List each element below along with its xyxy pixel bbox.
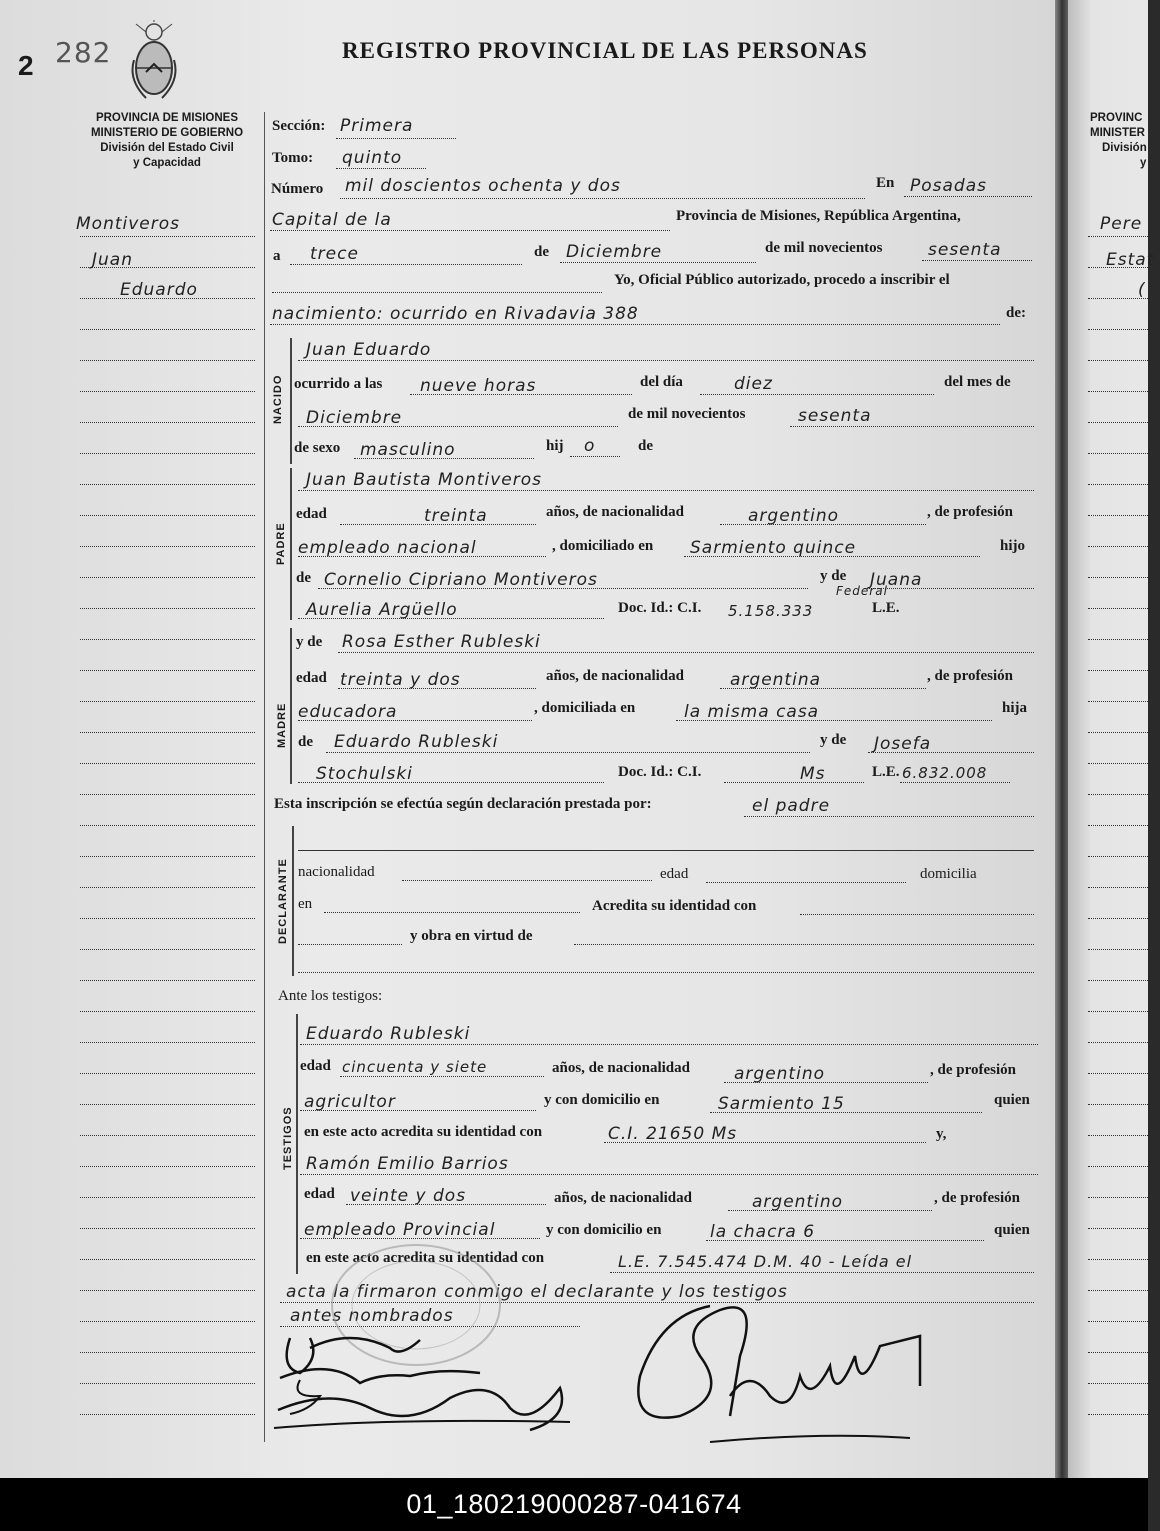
padre-nac-label: años, de nacionalidad [546, 504, 684, 520]
t1-nombre: Eduardo Rubleski [306, 1024, 471, 1044]
a-label: a [273, 248, 281, 264]
t1-dom-label: y con domicilio en [544, 1092, 660, 1108]
margin-middle-name: Eduardo [120, 280, 198, 300]
dia-value: trece [310, 244, 359, 264]
next-page-rule-line [1088, 980, 1148, 981]
testigos-ante-label: Ante los testigos: [278, 988, 383, 1004]
testigos-section-label: TESTIGOS [282, 1106, 294, 1170]
hij-line [570, 456, 620, 457]
t2-prof: empleado Provincial [304, 1220, 496, 1240]
margin-rule-line [80, 1414, 255, 1415]
margin-rule-line [80, 391, 255, 392]
madre-dom-label: , domiciliada en [534, 700, 636, 716]
en-label: En [876, 175, 895, 191]
declarante-section-label: DECLARANTE [277, 858, 289, 944]
madre-nac-label: años, de nacionalidad [546, 668, 684, 684]
padre-federal: Federal [836, 584, 888, 598]
anio-value: sesenta [928, 240, 1002, 260]
margin-rule-line [80, 546, 255, 547]
margin-rule-line [80, 701, 255, 702]
padre-y-de-label: y de [820, 568, 847, 584]
issuing-org [72, 111, 262, 171]
tomo-value: quinto [342, 148, 403, 168]
next-page-rule-line [1088, 1011, 1148, 1012]
padre-profesion: empleado nacional [298, 538, 477, 558]
de-label: de [534, 244, 549, 260]
nacido-section-label: NACIDO [272, 374, 284, 424]
declarante-edad-label: edad [660, 866, 689, 882]
madre-nombre: Rosa Esther Rubleski [342, 632, 541, 652]
next-page-rule-line [1088, 515, 1148, 516]
seccion-value: Primera [340, 116, 414, 136]
next-page-rule-line [1088, 484, 1148, 485]
margin-rule-line [80, 1104, 255, 1105]
padre-edad-label: edad [296, 506, 327, 522]
t2-dom-line [706, 1240, 984, 1241]
margin-rule-line [80, 949, 255, 950]
next-page-rule-line [1088, 670, 1148, 671]
t2-prof-label: , de profesión [934, 1190, 1020, 1206]
witness-signatures [270, 1318, 590, 1453]
mes-nac-value: Diciembre [306, 408, 403, 428]
t2-quien-label: quien [994, 1222, 1030, 1238]
madre-ci: Ms [800, 764, 826, 784]
seccion-label: Sección: [272, 118, 326, 134]
margin-rule-line [80, 515, 255, 516]
next-page-rule-line [1088, 1321, 1148, 1322]
dia-nac-value: diez [734, 374, 773, 394]
org-line: División [1102, 142, 1147, 154]
hij-suffix: o [584, 436, 596, 456]
document-id-footer: 01_180219000287-041674 [0, 1478, 1148, 1531]
madre-y-de2-label: y de [820, 732, 847, 748]
t2-edad-line [346, 1204, 546, 1205]
del-mes-label: del mes de [944, 374, 1011, 390]
madre-y-de-label: y de [296, 634, 323, 650]
t1-edad-label: edad [300, 1058, 331, 1074]
margin-rule-line [80, 1042, 255, 1043]
margin-rule-line [80, 825, 255, 826]
margin-given-name: Juan [92, 250, 133, 270]
t2-nac: argentino [752, 1192, 843, 1212]
margin-rule-line [80, 794, 255, 795]
padre-prof-label: , de profesión [927, 504, 1013, 520]
t2-nac-line [728, 1210, 932, 1211]
t1-y-label: y, [936, 1126, 947, 1142]
t2-acredita-label: en este acto acredita su identidad con [306, 1250, 545, 1266]
next-page-rule-line [1088, 1197, 1148, 1198]
madre-le-line [900, 782, 1010, 783]
next-page-rule-line [1088, 1073, 1148, 1074]
t2-edad-label: edad [304, 1186, 335, 1202]
declarante-dom-label: domicilia [920, 866, 977, 882]
org-line: y Capacidad [133, 157, 201, 169]
padre-nacionalidad: argentino [748, 506, 839, 526]
t2-dom: la chacra 6 [710, 1222, 816, 1242]
madre-edad-label: edad [296, 670, 327, 686]
capital-value: Capital de la [272, 210, 392, 230]
padre-madre2-line [298, 618, 604, 619]
padre-bracket [290, 468, 292, 620]
declarante-en-line [324, 912, 580, 913]
de-colon-label: de: [1006, 305, 1026, 321]
t1-prof-line [300, 1110, 536, 1111]
tomo-label: Tomo: [272, 150, 314, 166]
next-page-rule-line [1088, 608, 1148, 609]
next-page-rule-line [1088, 1104, 1148, 1105]
org-line: MINISTERIO DE GOBIERNO [90, 127, 244, 139]
margin-rule-line [80, 267, 255, 268]
padre-madre-de: Juana [870, 570, 923, 590]
t1-id-line [604, 1142, 926, 1143]
margin-rule-line [80, 298, 255, 299]
next-page-rule-line [1088, 391, 1148, 392]
next-page-rule-line [1088, 1352, 1148, 1353]
cierre-line-2: antes nombrados [290, 1306, 454, 1326]
declarante-acredita-line [800, 914, 1034, 915]
org-line: MINISTER [1090, 127, 1145, 139]
page-number-handwritten: 282 [55, 36, 112, 69]
next-page-rule-line [1088, 453, 1148, 454]
declaracion-label: Esta inscripción se efectúa según declaración prestada por: [274, 796, 652, 812]
anio-line [922, 260, 1032, 261]
declarante-obra-pre-line [298, 944, 402, 945]
t1-nombre-line [300, 1044, 1038, 1045]
t2-nac-label: años, de nacionalidad [554, 1190, 692, 1206]
t1-edad-line [340, 1076, 544, 1077]
margin-rule-line [80, 670, 255, 671]
dia-line [290, 264, 522, 265]
madre-padre-line [326, 752, 810, 753]
dia-nac-line [700, 394, 934, 395]
margin-rule-line [80, 484, 255, 485]
padre-padre-line [318, 588, 808, 589]
margin-rule-line [80, 360, 255, 361]
declaracion-value: el padre [752, 796, 831, 816]
t2-id-line [610, 1272, 1034, 1273]
madre-de-label: de [298, 734, 313, 750]
next-page-rule-line [1088, 639, 1148, 640]
padre-prof-line [298, 556, 546, 557]
org-line: PROVINCIA DE MISIONES [95, 112, 239, 124]
mes-nac-line [298, 426, 618, 427]
margin-rule-line [80, 422, 255, 423]
margin-rule-line [80, 329, 255, 330]
madre-section-label: MADRE [276, 702, 288, 748]
org-line: División del Estado Civil [100, 142, 234, 154]
next-page-rule-line [1088, 1414, 1148, 1415]
page-number-stamp: 2 [18, 50, 34, 81]
madre-edad: treinta y dos [340, 670, 461, 690]
madre-nacionalidad: argentina [730, 670, 822, 690]
margin-rule-line [80, 918, 255, 919]
declaracion-line [744, 816, 1034, 817]
next-page-rule-line [1088, 298, 1148, 299]
padre-nombre-line [298, 490, 1034, 491]
next-page-margin-2: Estat [1106, 250, 1155, 270]
book-gutter [1055, 0, 1069, 1478]
madre-bracket [290, 628, 292, 784]
t1-dom-line [710, 1112, 982, 1113]
tomo-line [336, 168, 426, 169]
provincia-label: Provincia de Misiones, República Argentina, [676, 208, 961, 224]
page-title: REGISTRO PROVINCIAL DE LAS PERSONAS [342, 38, 868, 63]
padre-edad-line [340, 524, 536, 525]
seccion-line [336, 138, 456, 139]
t2-id: L.E. 7.545.474 D.M. 40 - Leída el [618, 1252, 913, 1271]
t1-prof-label: , de profesión [930, 1062, 1016, 1078]
next-page-margin-1: Pere [1100, 214, 1143, 234]
next-page-rule-line [1088, 1166, 1148, 1167]
margin-rule-line [80, 1352, 255, 1353]
padre-doc-label: Doc. Id.: C.I. [618, 600, 702, 616]
t1-prof: agricultor [304, 1092, 396, 1112]
declarante-name-line [298, 850, 1034, 851]
declarante-nac-label: nacionalidad [298, 864, 375, 880]
t1-nac-label: años, de nacionalidad [552, 1060, 690, 1076]
margin-rule-line [80, 608, 255, 609]
next-page-rule-line [1088, 763, 1148, 764]
margin-rule-line [80, 1073, 255, 1074]
margin-rule-line [80, 453, 255, 454]
t1-nac-line [724, 1082, 928, 1083]
madre-madre2-line [298, 782, 604, 783]
next-page-rule-line [1088, 1259, 1148, 1260]
margin-rule-line [80, 1135, 255, 1136]
anio-nac-label: de mil novecientos [628, 406, 746, 422]
margin-rule-line [80, 1166, 255, 1167]
next-page-rule-line [1088, 949, 1148, 950]
madre-doc-label: Doc. Id.: C.I. [618, 764, 702, 780]
declarante-acredita-label: Acredita su identidad con [592, 898, 757, 914]
next-page-rule-line [1088, 360, 1148, 361]
declarante-extra-line [298, 972, 1034, 973]
oficial-label: Yo, Oficial Público autorizado, procedo a inscribir el [614, 272, 950, 288]
next-page-rule-line [1088, 267, 1148, 268]
padre-padre-de: Cornelio Cipriano Montiveros [324, 570, 598, 590]
margin-rule-line [80, 856, 255, 857]
del-dia-label: del día [640, 374, 683, 390]
margin-surname: Montiveros [76, 214, 180, 234]
column-divider [264, 112, 265, 1442]
coat-of-arms-icon [128, 20, 180, 109]
mes-line [560, 262, 756, 263]
hij-de-label: de [638, 438, 653, 454]
hij-label: hij [546, 438, 564, 454]
hora-value: nueve horas [420, 376, 537, 396]
padre-domicilio: Sarmiento quince [690, 538, 857, 558]
anio-nac-line [790, 426, 1034, 427]
margin-rule-line [80, 236, 255, 237]
margin-rule-line [80, 1259, 255, 1260]
declarante-en-label: en [298, 896, 313, 912]
margin-rule-line [80, 980, 255, 981]
t1-id: C.I. 21650 Ms [608, 1124, 738, 1144]
t2-nombre-line [300, 1174, 1038, 1175]
madre-prof-line [298, 720, 532, 721]
margin-rule-line [80, 1290, 255, 1291]
madre-madre-de: Josefa [874, 734, 932, 754]
declarante-nac-line [402, 880, 652, 881]
mes-value: Diciembre [566, 242, 663, 262]
t2-dom-label: y con domicilio en [546, 1222, 662, 1238]
margin-rule-line [80, 1228, 255, 1229]
next-page-rule-line [1088, 701, 1148, 702]
next-page-rule-line [1088, 918, 1148, 919]
anio-label: de mil novecientos [765, 240, 883, 256]
madre-profesion: educadora [298, 702, 398, 722]
t2-nombre: Ramón Emilio Barrios [306, 1154, 509, 1174]
next-page-rule-line [1088, 546, 1148, 547]
anio-nac-value: sesenta [798, 406, 872, 426]
margin-rule-line [80, 887, 255, 888]
madre-madre-line [868, 752, 1034, 753]
en-value: Posadas [910, 176, 987, 196]
next-page-rule-line [1088, 1228, 1148, 1229]
margin-rule-line [80, 639, 255, 640]
next-page-rule-line [1088, 794, 1148, 795]
madre-nombre-line [338, 652, 1034, 653]
declarante-edad-line [706, 882, 906, 883]
official-signature [620, 1296, 940, 1461]
next-page-rule-line [1088, 577, 1148, 578]
next-page-rule-line [1088, 856, 1148, 857]
sexo-label: de sexo [294, 440, 341, 456]
margin-rule-line [80, 1011, 255, 1012]
org-line: y [1140, 157, 1147, 169]
madre-dom-line [676, 720, 992, 721]
next-page-rule-line [1088, 1135, 1148, 1136]
padre-nac-line [720, 524, 926, 525]
madre-ci-line [724, 782, 864, 783]
numero-line [340, 198, 865, 199]
blank-line [272, 292, 602, 293]
cierre-line-1: acta la firmaron conmigo el declarante y los testigos [286, 1282, 788, 1302]
t2-prof-line [300, 1238, 540, 1239]
nacido-bracket [290, 338, 292, 464]
t1-quien-label: quien [994, 1092, 1030, 1108]
capital-line [270, 230, 670, 231]
next-page-margin-3: ( [1138, 280, 1146, 300]
sexo-line [354, 458, 534, 459]
next-page-rule-line [1088, 1042, 1148, 1043]
madre-domicilio: la misma casa [684, 702, 820, 722]
madre-madre-de-2: Stochulski [316, 764, 413, 784]
next-page-rule-line [1088, 1290, 1148, 1291]
t1-acredita-label: en este acto acredita su identidad con [304, 1124, 543, 1140]
madre-edad-line [338, 688, 536, 689]
padre-dom-line [684, 556, 980, 557]
nacido-nombre-line [298, 360, 1034, 361]
declarante-obra-label: y obra en virtud de [410, 928, 533, 944]
en-line [904, 196, 1032, 197]
ocurrido-label: ocurrido a las [294, 376, 383, 392]
margin-rule-line [80, 577, 255, 578]
next-page-rule-line [1088, 236, 1148, 237]
madre-le: 6.832.008 [902, 764, 988, 782]
padre-le-label: L.E. [872, 600, 900, 616]
next-page-rule-line [1088, 1383, 1148, 1384]
padre-hijo-label: hijo [1000, 538, 1026, 554]
testigos-bracket [296, 1014, 298, 1274]
acto-line [270, 324, 1000, 325]
margin-rule-line [80, 1383, 255, 1384]
numero-value: mil doscientos ochenta y dos [345, 176, 621, 196]
declarante-obra-line [574, 944, 1034, 945]
margin-rule-line [80, 1197, 255, 1198]
next-page-rule-line [1088, 329, 1148, 330]
numero-label: Número [271, 181, 324, 197]
t2-edad: veinte y dos [350, 1186, 467, 1206]
next-page-rule-line [1088, 732, 1148, 733]
margin-rule-line [80, 763, 255, 764]
padre-madre-de-2: Aurelia Argüello [306, 600, 458, 620]
t1-edad: cincuenta y siete [342, 1058, 488, 1076]
padre-madre-line [864, 588, 1034, 589]
margin-rule-line [80, 732, 255, 733]
next-page-org [1090, 111, 1160, 171]
next-page-rule-line [1088, 825, 1148, 826]
t1-nac: argentino [734, 1064, 825, 1084]
padre-nombre: Juan Bautista Montiveros [306, 470, 542, 490]
padre-de-label: de [296, 570, 311, 586]
madre-hija-label: hija [1002, 700, 1028, 716]
padre-section-label: PADRE [275, 522, 287, 565]
next-page-rule-line [1088, 422, 1148, 423]
org-line: PROVINC [1090, 112, 1143, 124]
madre-prof-label: , de profesión [927, 668, 1013, 684]
hora-line [410, 394, 632, 395]
madre-nac-line [720, 688, 926, 689]
sexo-value: masculino [360, 440, 456, 460]
madre-le-label: L.E. [872, 764, 900, 780]
t1-dom: Sarmiento 15 [718, 1094, 845, 1114]
next-page-rule-line [1088, 887, 1148, 888]
padre-edad: treinta [424, 506, 488, 526]
acto-value: nacimiento: ocurrido en Rivadavia 388 [272, 304, 639, 324]
padre-ci: 5.158.333 [728, 602, 814, 620]
nacido-nombre: Juan Eduardo [306, 340, 432, 360]
padre-dom-label: , domiciliado en [552, 538, 654, 554]
margin-rule-line [80, 1321, 255, 1322]
madre-padre-de: Eduardo Rubleski [334, 732, 499, 752]
declarante-bracket [292, 826, 294, 976]
